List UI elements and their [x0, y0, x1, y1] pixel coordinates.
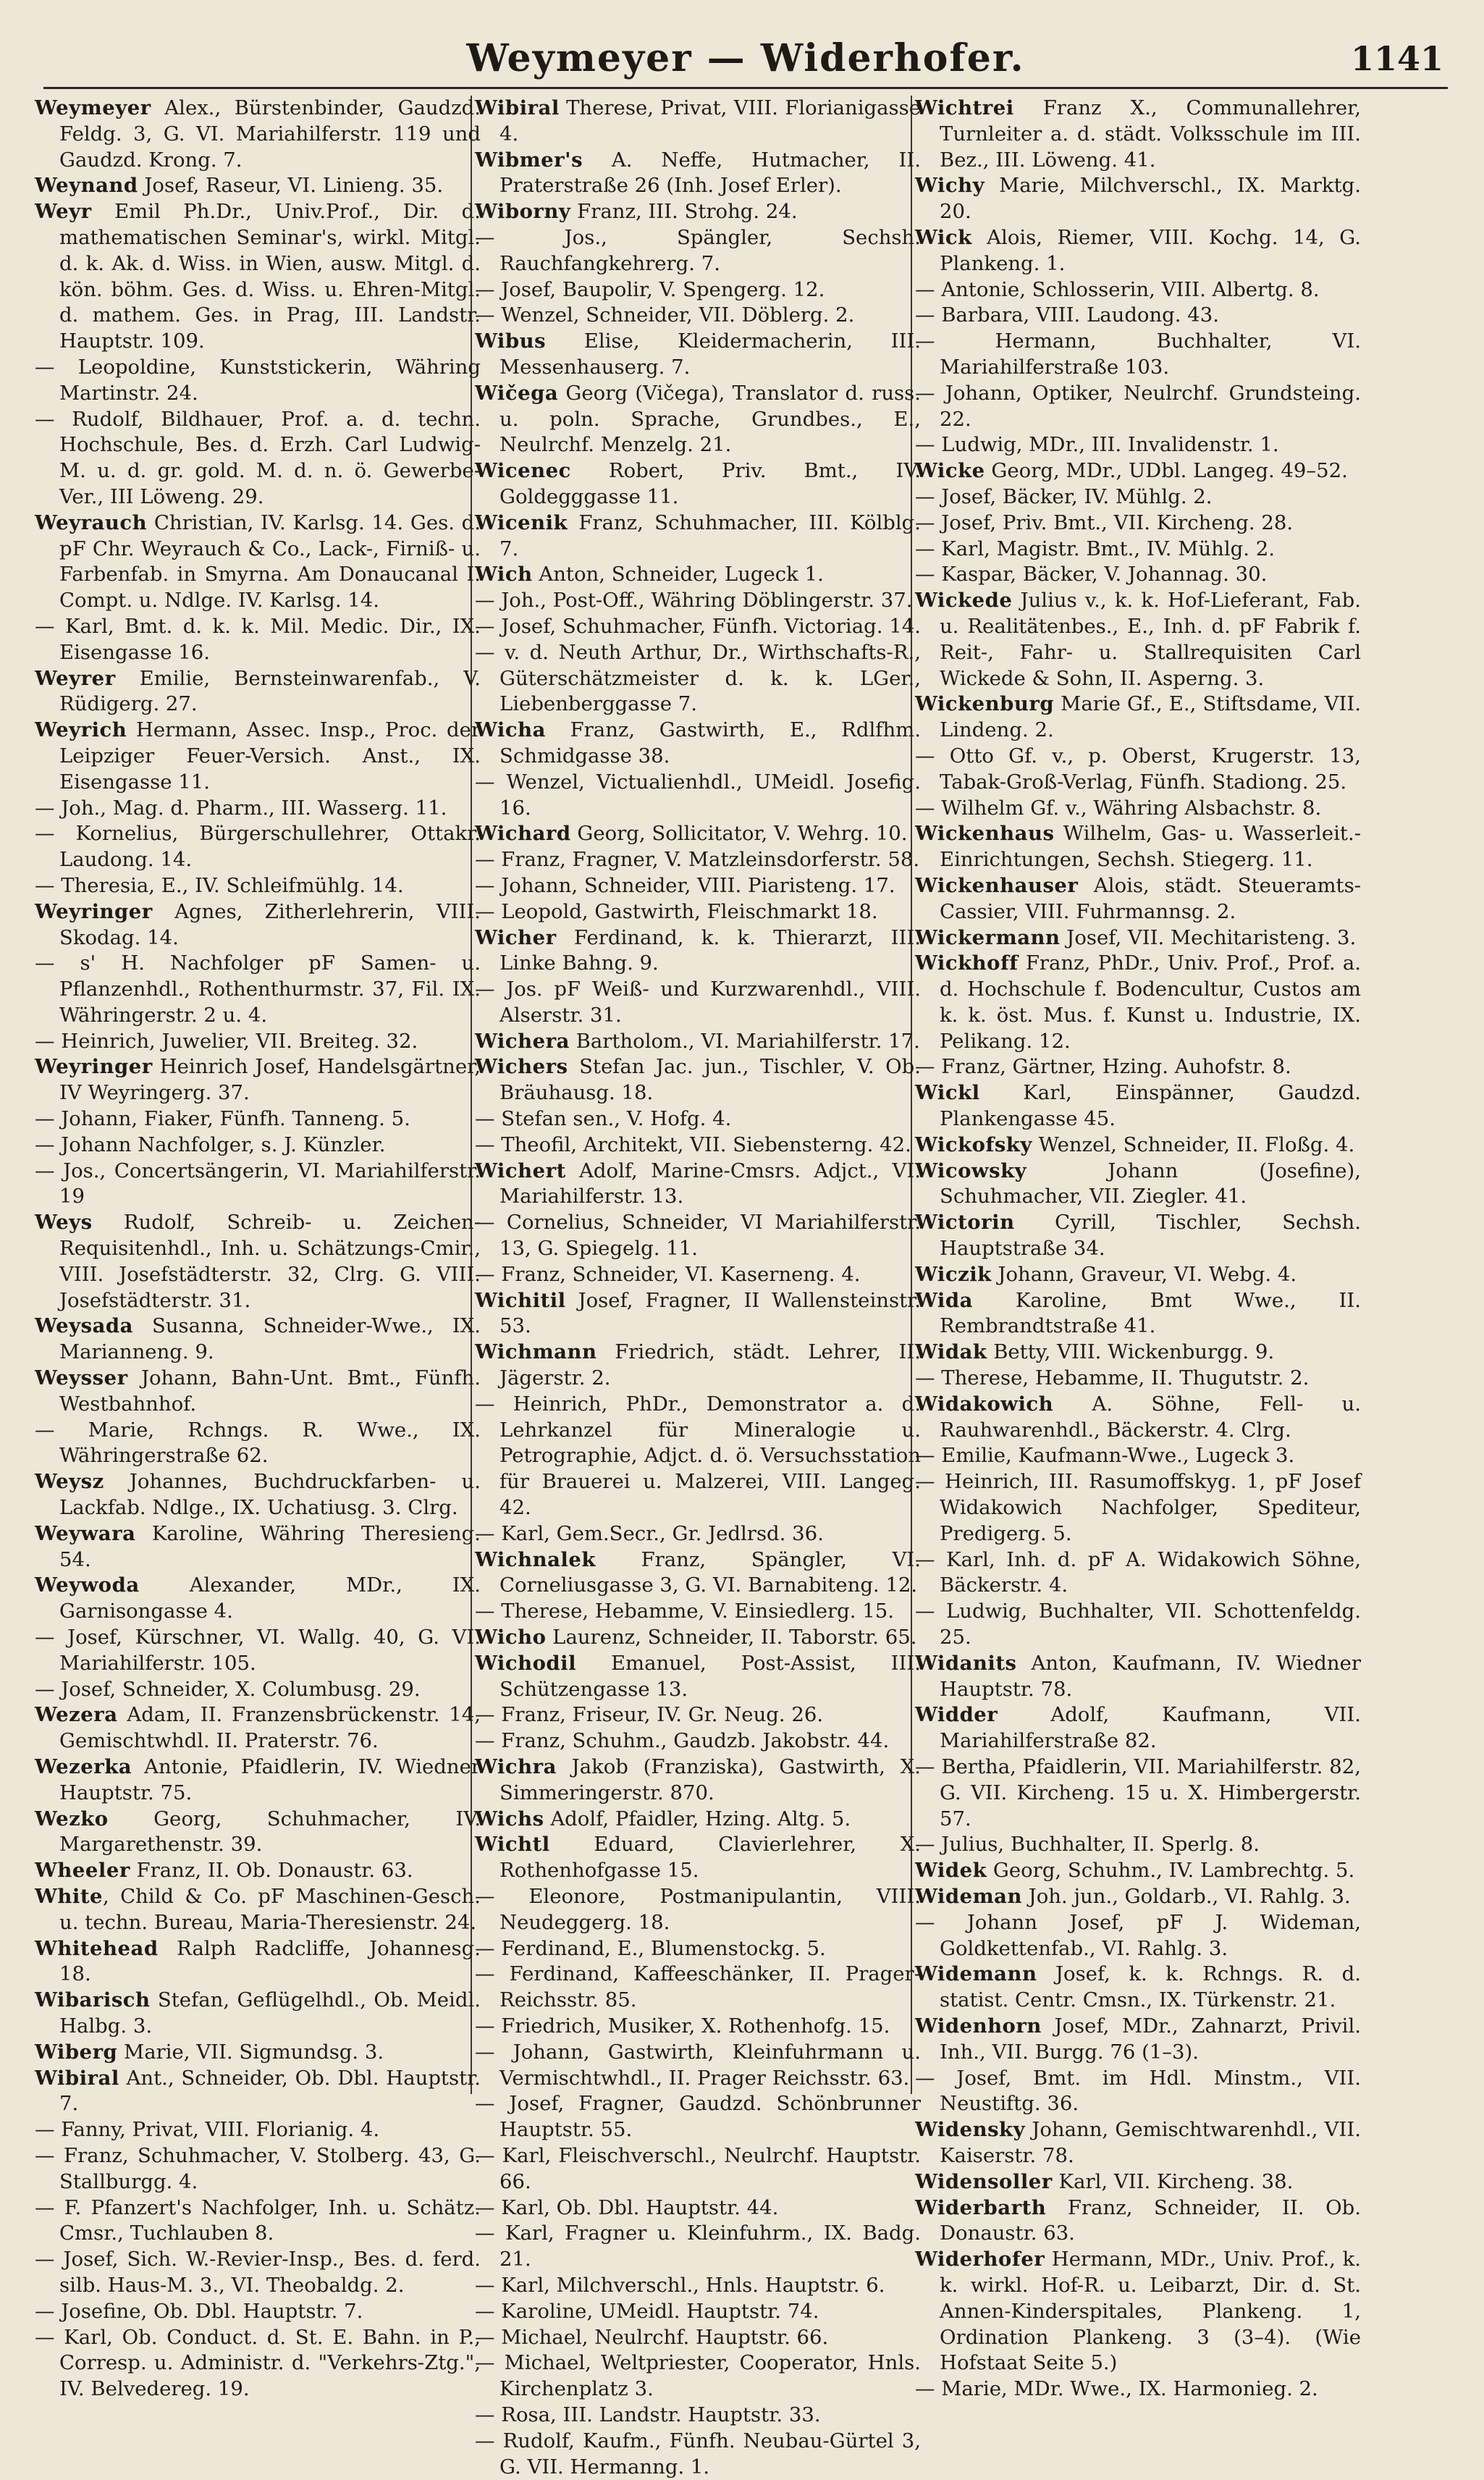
entry-surname: Wickede: [915, 589, 1013, 613]
directory-entry: — Josef, Schneider, X. Columbusg. 29.: [35, 1677, 421, 1701]
directory-entry: — Wenzel, Victualienhdl., UMeidl. Josefig. 16.: [475, 770, 921, 820]
directory-entry: Wichodil Emanuel, Post-Assist, III. Schützengasse 13.: [475, 1651, 921, 1701]
directory-entry: Weynand Josef, Raseur, VI. Linieng. 35.: [35, 174, 444, 198]
entry-surname: Wicha: [475, 718, 546, 742]
directory-entry: Widanits Anton, Kaufmann, IV. Wiedner Hauptstr. 78.: [915, 1651, 1361, 1701]
directory-entry: Wheeler Franz, II. Ob. Donaustr. 63.: [35, 1859, 413, 1883]
directory-entry: — Karl, Milchverschl., Hnls. Hauptstr. 6.: [475, 2273, 885, 2297]
directory-entry: Weys Rudolf, Schreib- u. Zeichen-Requisitenhdl., Inh. u. Schätzungs-Cmir., VIII. Josefstädterstr. 32, Clrg. G. VIII. Josefstädterstr. 31.: [35, 1211, 481, 1312]
directory-entry: Wezko Georg, Schuhmacher, IV. Margarethenstr. 39.: [35, 1807, 481, 1857]
directory-entry: — Johann Nachfolger, s. J. Künzler.: [35, 1132, 386, 1156]
directory-entry: Wichers Stefan Jac. jun., Tischler, V. Ob. Bräuhausg. 18.: [475, 1055, 921, 1105]
directory-entry: Widensky Johann, Gemischtwarenhdl., VII. Kaiserstr. 78.: [915, 2118, 1361, 2167]
directory-entry: — Johann, Gastwirth, Kleinfuhrmann u. Vermischtwhdl., II. Prager Reichsstr. 63.: [475, 2040, 921, 2090]
directory-entry: — Ludwig, Buchhalter, VII. Schottenfeldg. 25.: [915, 1600, 1361, 1649]
entry-surname: Wideman: [915, 1884, 1022, 1908]
directory-entry: Wideman Joh. jun., Goldarb., VI. Rahlg. 3.: [915, 1884, 1351, 1908]
directory-entry: Widenhorn Josef, MDr., Zahnarzt, Privil. Inh., VII. Burgg. 76 (1–3).: [915, 2014, 1361, 2064]
directory-entry: — Josefine, Ob. Dbl. Hauptstr. 7.: [35, 2299, 363, 2323]
entry-surname: Wibarisch: [35, 1988, 151, 2012]
directory-entry: — Johann, Schneider, VIII. Piaristeng. 17.: [475, 873, 895, 897]
entry-surname: Wichert: [475, 1159, 566, 1182]
directory-entry: — Rosa, III. Landstr. Hauptstr. 33.: [475, 2403, 821, 2426]
entry-surname: Weysser: [35, 1366, 128, 1390]
entry-surname: Wibiral: [35, 2066, 119, 2090]
entry-surname: Wiczik: [915, 1262, 992, 1286]
entry-surname: Weyringer: [35, 1055, 153, 1079]
directory-entry: — Heinrich, PhDr., Demonstrator a. d. Lehrkanzel für Mineralogie u. Petrographie, Adjct. d. ö. Versuchsstation für Brauerei u. Malzerei, VIII. Langeg. 42.: [475, 1392, 921, 1520]
directory-entry: — Marie, MDr. Wwe., IX. Harmonieg. 2.: [915, 2377, 1318, 2401]
directory-entry: — Josef, Sich. W.-Revier-Insp., Bes. d. ferd. silb. Haus-M. 3., VI. Theobaldg. 2.: [35, 2248, 481, 2297]
directory-entry: Wickenhaus Wilhelm, Gas- u. Wasserleit.-Einrichtungen, Sechsh. Stiegerg. 11.: [915, 822, 1361, 872]
directory-entry: White, Child & Co. pF Maschinen-Gesch. u. techn. Bureau, Maria-Theresienstr. 24.: [35, 1884, 481, 1934]
directory-entry: — Ludwig, MDr., III. Invalidenstr. 1.: [915, 433, 1279, 457]
directory-entry: — Johann Josef, pF J. Wideman, Goldkettenfab., VI. Rahlg. 3.: [915, 1910, 1361, 1960]
directory-entry: Wibiral Therese, Privat, VIII. Florianigasse 4.: [475, 96, 921, 146]
column-3: [915, 96, 1361, 2401]
entry-surname: Wicenik: [475, 510, 568, 534]
directory-entry: Weywoda Alexander, MDr., IX. Garnisongasse 4.: [35, 1573, 481, 1623]
entry-surname: Wich: [475, 563, 533, 587]
entry-surname: Wiberg: [35, 2040, 118, 2064]
directory-entry: Wicke Georg, MDr., UDbl. Langeg. 49–52.: [915, 459, 1348, 483]
directory-entry: Wichra Jakob (Franziska), Gastwirth, X. Simmeringerstr. 870.: [475, 1755, 921, 1804]
directory-entry: Wezerka Antonie, Pfaidlerin, IV. Wiedner Hauptstr. 75.: [35, 1755, 481, 1804]
directory-entry: — Joh., Post-Off., Währing Döblingerstr. 37.: [475, 589, 913, 613]
directory-entry: — Kaspar, Bäcker, V. Johannag. 30.: [915, 563, 1268, 587]
directory-entry: — F. Pfanzert's Nachfolger, Inh. u. Schätz. Cmsr., Tuchlauben 8.: [35, 2195, 481, 2245]
directory-entry: Wicenec Robert, Priv. Bmt., IV. Goldegggasse 11.: [475, 459, 921, 508]
directory-entry: Wicenik Franz, Schuhmacher, III. Kölblg. 7.: [475, 510, 921, 560]
directory-entry: Wiczik Johann, Graveur, VI. Webg. 4.: [915, 1262, 1297, 1286]
directory-entry: — Cornelius, Schneider, VI Mariahilferstr. 13, G. Spiegelg. 11.: [475, 1211, 921, 1261]
entry-surname: Widakowich: [915, 1392, 1054, 1416]
directory-entry: — Franz, Schuhmacher, V. Stolberg. 43, G. Stallburgg. 4.: [35, 2143, 481, 2193]
directory-entry: Wičega Georg (Vičega), Translator d. russ. u. poln. Sprache, Grundbes., E., Neulrchf. Menzelg. 21.: [475, 381, 921, 457]
directory-entry: Wicowsky Johann (Josefine), Schuhmacher, VII. Ziegler. 41.: [915, 1159, 1361, 1209]
directory-entry: Weyringer Heinrich Josef, Handelsgärtner, IV Weyringerg. 37.: [35, 1055, 481, 1105]
directory-entry: Wickenburg Marie Gf., E., Stiftsdame, VII. Lindeng. 2.: [915, 692, 1361, 742]
entry-surname: Wick: [915, 225, 972, 249]
column-1: [35, 96, 481, 2401]
entry-surname: Weys: [35, 1211, 93, 1235]
entry-surname: Wida: [915, 1288, 973, 1312]
directory-entry: Widemann Josef, k. k. Rchngs. R. d. statist. Centr. Cmsn., IX. Türkenstr. 21.: [915, 1962, 1361, 2012]
directory-entry: Widek Georg, Schuhm., IV. Lambrechtg. 5.: [915, 1859, 1355, 1883]
directory-entry: Wickede Julius v., k. k. Hof-Lieferant, Fab. u. Realitätenbes., E., Inh. d. pF Fabrik f. Reit-, Fahr- u. Stallrequisiten Carl Wickede & Sohn, II. Asperng. 3.: [915, 589, 1361, 690]
entry-surname: Widek: [915, 1859, 987, 1883]
directory-entry: Wida Karoline, Bmt Wwe., II. Rembrandtstraße 41.: [915, 1288, 1361, 1338]
directory-entry: Weyrich Hermann, Assec. Insp., Proc. der Leipziger Feuer-Versich. Anst., IX. Eisengasse 11.: [35, 718, 481, 794]
directory-entry: — Leopold, Gastwirth, Fleischmarkt 18.: [475, 899, 878, 923]
directory-entry: Widder Adolf, Kaufmann, VII. Mariahilferstraße 82.: [915, 1703, 1361, 1753]
page-title: Weymeyer — Widerhofer.: [466, 36, 1025, 80]
entry-surname: Wickenhaus: [915, 822, 1055, 846]
entry-surname: Widerhofer: [915, 2248, 1045, 2271]
directory-entry: — Johann, Optiker, Neulrchf. Grundsteing. 22.: [915, 381, 1361, 431]
directory-entry: — Rudolf, Kaufm., Fünfh. Neubau-Gürtel 3, G. VII. Hermanng. 1.: [475, 2429, 921, 2479]
directory-entry: Weysser Johann, Bahn-Unt. Bmt., Fünfh. Westbahnhof.: [35, 1366, 481, 1416]
page-header: [43, 29, 1448, 89]
entry-surname: Wibmer's: [475, 148, 583, 172]
directory-entry: — Rudolf, Bildhauer, Prof. a. d. techn. Hochschule, Bes. d. Erzh. Carl Ludwig-M. u. d. gr. gold. M. d. n. ö. Gewerbe-Ver., III Löweng. 29.: [35, 407, 481, 508]
directory-entry: — s' H. Nachfolger pF Samen- u. Pflanzenhdl., Rothenthurmstr. 37, Fil. IX. Währingerstr. 2 u. 4.: [35, 951, 481, 1027]
entry-surname: Wezerka: [35, 1755, 132, 1778]
directory-entry: Weyrauch Christian, IV. Karlsg. 14. Ges. d. pF Chr. Weyrauch & Co., Lack-, Firniß- u. Farbenfab. in Smyrna. Am Donaucanal I. Compt. u. Ndlge. IV. Karlsg. 14.: [35, 510, 481, 613]
directory-entry: Wichy Marie, Milchverschl., IX. Marktg. 20.: [915, 174, 1361, 224]
directory-entry: — Friedrich, Musiker, X. Rothenhofg. 15.: [475, 2014, 890, 2038]
directory-entry: — Franz, Fragner, V. Matzleinsdorferstr. 58.: [475, 848, 920, 872]
entry-surname: Wickhoff: [915, 951, 1019, 975]
directory-entry: Wichard Georg, Sollicitator, V. Wehrg. 10.: [475, 822, 908, 846]
directory-entry: Wiborny Franz, III. Strohg. 24.: [475, 200, 798, 224]
entry-surname: Weymeyer: [35, 96, 151, 119]
entry-surname: Wichmann: [475, 1340, 597, 1364]
directory-entry: Wich Anton, Schneider, Lugeck 1.: [475, 563, 824, 587]
entry-surname: Weywoda: [35, 1573, 140, 1597]
entry-surname: Wicher: [475, 925, 557, 949]
directory-entry: — Bertha, Pfaidlerin, VII. Mariahilferstr. 82, G. VII. Kircheng. 15 u. X. Himbergerstr. 57.: [915, 1755, 1361, 1830]
directory-entry: — Karl, Fleischverschl., Neulrchf. Hauptstr. 66.: [475, 2143, 921, 2193]
directory-entry: Wicha Franz, Gastwirth, E., Rdlfhm. Schmidgasse 38.: [475, 718, 921, 768]
entry-surname: Weysada: [35, 1314, 133, 1338]
entry-surname: Widemann: [915, 1962, 1037, 1986]
directory-entry: Wichtl Eduard, Clavierlehrer, X. Rothenhofgasse 15.: [475, 1833, 921, 1883]
directory-entry: — Karoline, UMeidl. Hauptstr. 74.: [475, 2299, 819, 2323]
entry-surname: White: [35, 1884, 104, 1908]
directory-entry: Wiberg Marie, VII. Sigmundsg. 3.: [35, 2040, 384, 2064]
directory-entry: — Karl, Inh. d. pF A. Widakowich Söhne, Bäckerstr. 4.: [915, 1547, 1361, 1597]
entry-surname: Wezera: [35, 1703, 118, 1727]
directory-entry: — Hermann, Buchhalter, VI. Mariahilferstraße 103.: [915, 329, 1361, 379]
entry-surname: Wichitil: [475, 1288, 566, 1312]
entry-surname: Widak: [915, 1340, 987, 1364]
entry-surname: Wheeler: [35, 1859, 130, 1883]
entry-surname: Wibus: [475, 329, 547, 353]
directory-entry: Widerhofer Hermann, MDr., Univ. Prof., k. k. wirkl. Hof-R. u. Leibarzt, Dir. d. St. Annen-Kinderspitales, Plankeng. 1, Ordination Plankeng. 3 (3–4). (Wie Hofstaat Seite 5.): [915, 2248, 1361, 2375]
column-2: [475, 96, 921, 2479]
directory-entry: — Wilhelm Gf. v., Währing Alsbachstr. 8.: [915, 796, 1322, 820]
directory-entry: Widensoller Karl, VII. Kircheng. 38.: [915, 2169, 1294, 2193]
directory-entry: Wichera Bartholom., VI. Mariahilferstr. 17.: [475, 1029, 920, 1053]
entry-surname: Wickenburg: [915, 692, 1055, 716]
directory-entry: — Karl, Fragner u. Kleinfuhrm., IX. Badg. 21.: [475, 2222, 921, 2271]
directory-entry: Wickenhauser Alois, städt. Steueramts-Cassier, VIII. Fuhrmannsg. 2.: [915, 873, 1361, 923]
entry-surname: Widanits: [915, 1651, 1017, 1675]
directory-entry: Wickhoff Franz, PhDr., Univ. Prof., Prof. a. d. Hochschule f. Bodencultur, Custos am k. k. öst. Mus. f. Kunst u. Industrie, IX. Pelikang. 12.: [915, 951, 1361, 1053]
directory-entry: Wickermann Josef, VII. Mechitaristeng. 3.: [915, 925, 1357, 949]
entry-surname: Wictorin: [915, 1211, 1015, 1235]
directory-entry: — Julius, Buchhalter, II. Sperlg. 8.: [915, 1833, 1260, 1857]
directory-entry: — Eleonore, Postmanipulantin, VIII. Neudeggerg. 18.: [475, 1884, 921, 1934]
entry-surname: Weyr: [35, 200, 92, 224]
directory-entry: — Leopoldine, Kunststickerin, Währing Martinstr. 24.: [35, 355, 481, 405]
entry-surname: Widenhorn: [915, 2014, 1042, 2038]
entry-surname: Wichera: [475, 1029, 570, 1053]
directory-entry: Widak Betty, VIII. Wickenburgg. 9.: [915, 1340, 1275, 1364]
entry-surname: Wicowsky: [915, 1159, 1027, 1182]
directory-entry: Wibarisch Stefan, Geflügelhdl., Ob. Meidl. Halbg. 3.: [35, 1988, 481, 2038]
directory-entry: Wibmer's A. Neffe, Hutmacher, II. Praterstraße 26 (Inh. Josef Erler).: [475, 148, 921, 198]
directory-entry: Widerbarth Franz, Schneider, II. Ob. Donaustr. 63.: [915, 2195, 1361, 2245]
directory-entry: Wichs Adolf, Pfaidler, Hzing. Altg. 5.: [475, 1807, 851, 1830]
directory-entry: — Otto Gf. v., p. Oberst, Krugerstr. 13, Tabak-Groß-Verlag, Fünfh. Stadiong. 25.: [915, 744, 1361, 794]
entry-surname: Wickl: [915, 1081, 980, 1105]
directory-entry: — Jos. pF Weiß- und Kurzwarenhdl., VIII. Alserstr. 31.: [475, 978, 921, 1027]
directory-entry: — Theofil, Architekt, VII. Siebensterng. 42.: [475, 1132, 911, 1156]
entry-surname: Wicenec: [475, 459, 571, 483]
directory-entry: — Wenzel, Schneider, VII. Döblerg. 2.: [475, 303, 855, 327]
directory-entry: — Franz, Schneider, VI. Kaserneng. 4.: [475, 1262, 861, 1286]
directory-entry: Widakowich A. Söhne, Fell- u. Rauhwarenhdl., Bäckerstr. 4. Clrg.: [915, 1392, 1361, 1442]
directory-entry: Weysada Susanna, Schneider-Wwe., IX. Marianneng. 9.: [35, 1314, 481, 1364]
directory-entry: — v. d. Neuth Arthur, Dr., Wirthschafts-R., Güterschätzmeister d. k. k. LGer., Liebenberggasse 7.: [475, 640, 921, 716]
directory-entry: — Josef, Schuhmacher, Fünfh. Victoriag. 14.: [475, 614, 921, 638]
directory-entry: — Michael, Neulrchf. Hauptstr. 66.: [475, 2325, 829, 2349]
directory-entry: — Franz, Friseur, IV. Gr. Neug. 26.: [475, 1703, 824, 1727]
entry-surname: Widensoller: [915, 2169, 1053, 2193]
entry-surname: Whitehead: [35, 1936, 159, 1960]
directory-entry: — Ferdinand, E., Blumenstockg. 5.: [475, 1936, 826, 1960]
entry-surname: Weyrich: [35, 718, 127, 742]
directory-entry: Wick Alois, Riemer, VIII. Kochg. 14, G. Plankeng. 1.: [915, 225, 1361, 275]
entry-surname: Weyrauch: [35, 510, 148, 534]
directory-entry: Weyrer Emilie, Bernsteinwarenfab., V. Rüdigerg. 27.: [35, 666, 481, 716]
directory-entry: — Ferdinand, Kaffeeschänker, II. Prager-Reichsstr. 85.: [475, 1962, 921, 2012]
directory-entry: — Karl, Magistr. Bmt., IV. Mühlg. 2.: [915, 537, 1275, 560]
directory-entry: — Josef, Bmt. im Hdl. Minstm., VII. Neustiftg. 36.: [915, 2066, 1361, 2116]
directory-entry: — Heinrich, Juwelier, VII. Breiteg. 32.: [35, 1029, 418, 1053]
entry-surname: Widensky: [915, 2118, 1026, 2142]
entry-surname: Wickenhauser: [915, 873, 1079, 897]
directory-entry: Weyr Emil Ph.Dr., Univ.Prof., Dir. d. mathematischen Seminar's, wirkl. Mitgl. d. k. Ak. d. Wiss. in Wien, ausw. Mitgl. d. kön. böhm. Ges. d. Wiss. u. Ehren-Mitgl. d. mathem. Ges. in Prag, III. Landstr. Hauptstr. 109.: [35, 200, 481, 353]
entry-surname: Wickofsky: [915, 1132, 1032, 1156]
directory-entry: Wickl Karl, Einspänner, Gaudzd. Plankengasse 45.: [915, 1081, 1361, 1131]
entry-surname: Wichs: [475, 1807, 544, 1830]
directory-entry: — Karl, Gem.Secr., Gr. Jedlrsd. 36.: [475, 1521, 824, 1545]
directory-entry: Wickofsky Wenzel, Schneider, II. Floßg. 4.: [915, 1132, 1355, 1156]
entry-surname: Wickermann: [915, 925, 1061, 949]
directory-entry: — Johann, Fiaker, Fünfh. Tanneng. 5.: [35, 1107, 410, 1131]
directory-entry: — Josef, Fragner, Gaudzd. Schönbrunner Hauptstr. 55.: [475, 2092, 921, 2142]
directory-entry: Wichert Adolf, Marine-Cmsrs. Adjct., VI. Mariahilferstr. 13.: [475, 1159, 921, 1209]
entry-surname: Wibiral: [475, 96, 560, 119]
entry-surname: Wichy: [915, 174, 985, 198]
directory-entry: — Barbara, VIII. Laudong. 43.: [915, 303, 1220, 327]
entry-surname: Wichnalek: [475, 1547, 596, 1571]
directory-entry: Wichtrei Franz X., Communallehrer, Turnleiter a. d. städt. Volksschule im III. Bez., III. Löweng. 41.: [915, 96, 1361, 172]
directory-entry: — Theresia, E., IV. Schleifmühlg. 14.: [35, 873, 404, 897]
directory-entry: — Stefan sen., V. Hofg. 4.: [475, 1107, 732, 1131]
directory-entry: — Therese, Hebamme, II. Thugutstr. 2.: [915, 1366, 1310, 1390]
entry-surname: Weywara: [35, 1521, 136, 1545]
entry-surname: Wichtrei: [915, 96, 1014, 119]
directory-entry: — Joh., Mag. d. Pharm., III. Wasserg. 11.: [35, 796, 447, 820]
entry-surname: Weyringer: [35, 899, 153, 923]
directory-entry: — Josef, Bäcker, IV. Mühlg. 2.: [915, 484, 1213, 508]
entry-surname: Wichers: [475, 1055, 568, 1079]
directory-entry: — Franz, Gärtner, Hzing. Auhofstr. 8.: [915, 1055, 1291, 1079]
entry-surname: Wezko: [35, 1807, 109, 1830]
directory-entry: — Josef, Baupolir, V. Spengerg. 12.: [475, 277, 825, 301]
directory-entry: Wezera Adam, II. Franzensbrückenstr. 14, Gemischtwhdl. II. Praterstr. 76.: [35, 1703, 481, 1753]
directory-entry: — Kornelius, Bürgerschullehrer, Ottakr. Laudong. 14.: [35, 822, 481, 872]
entry-surname: Weysz: [35, 1470, 104, 1494]
directory-entry: — Fanny, Privat, VIII. Florianig. 4.: [35, 2118, 380, 2142]
directory-entry: — Josef, Kürschner, VI. Wallg. 40, G. VI. Mariahilferstr. 105.: [35, 1626, 481, 1675]
entry-surname: Wicke: [915, 459, 985, 483]
directory-entry: Wichnalek Franz, Spängler, VI. Corneliusgasse 3, G. VI. Barnabiteng. 12.: [475, 1547, 921, 1597]
directory-entry: — Emilie, Kaufmann-Wwe., Lugeck 3.: [915, 1444, 1295, 1468]
directory-entry: Wictorin Cyrill, Tischler, Sechsh. Hauptstraße 34.: [915, 1211, 1361, 1261]
entry-surname: Wichard: [475, 822, 571, 846]
entry-surname: Wichtl: [475, 1833, 550, 1857]
directory-entry: — Heinrich, III. Rasumoffskyg. 1, pF Josef Widakowich Nachfolger, Spediteur, Predigerg. 5.: [915, 1470, 1361, 1545]
entry-surname: Weyrer: [35, 666, 116, 690]
directory-entry: — Therese, Hebamme, V. Einsiedlerg. 15.: [475, 1600, 894, 1623]
entry-surname: Wičega: [475, 381, 559, 405]
directory-entry: — Jos., Spängler, Sechsh. Rauchfangkehrerg. 7.: [475, 225, 921, 275]
entry-surname: Widerbarth: [915, 2195, 1047, 2219]
directory-entry: Weysz Johannes, Buchdruckfarben- u. Lackfab. Ndlge., IX. Uchatiusg. 3. Clrg.: [35, 1470, 481, 1520]
directory-entry: Wichmann Friedrich, städt. Lehrer, II. Jägerstr. 2.: [475, 1340, 921, 1390]
directory-entry: Wicher Ferdinand, k. k. Thierarzt, III. Linke Bahng. 9.: [475, 925, 921, 975]
page-number: 1141: [1350, 39, 1443, 78]
directory-entry: Weymeyer Alex., Bürstenbinder, Gaudzd. Feldg. 3, G. VI. Mariahilferstr. 119 und Gaudzd. Krong. 7.: [35, 96, 481, 172]
directory-entry: — Karl, Ob. Dbl. Hauptstr. 44.: [475, 2195, 779, 2219]
directory-entry: Weywara Karoline, Währing Theresieng. 54.: [35, 1521, 481, 1571]
directory-entry: Whitehead Ralph Radcliffe, Johannesg. 18.: [35, 1936, 481, 1986]
directory-entry: — Karl, Ob. Conduct. d. St. E. Bahn. in P., Corresp. u. Administr. d. "Verkehrs-Ztg.", IV. Belvedereg. 19.: [35, 2325, 481, 2401]
entry-surname: Weynand: [35, 174, 138, 198]
directory-entry: Wibus Elise, Kleidermacherin, III. Messenhauserg. 7.: [475, 329, 921, 379]
directory-entry: — Marie, Rchngs. R. Wwe., IX. Währingerstraße 62.: [35, 1418, 481, 1468]
directory-entry: — Franz, Schuhm., Gaudzb. Jakobstr. 44.: [475, 1729, 890, 1753]
directory-entry: — Karl, Bmt. d. k. k. Mil. Medic. Dir., IX. Eisengasse 16.: [35, 614, 481, 664]
directory-entry: Wibiral Ant., Schneider, Ob. Dbl. Hauptstr. 7.: [35, 2066, 481, 2116]
entry-surname: Wicho: [475, 1626, 547, 1649]
directory-entry: Weyringer Agnes, Zitherlehrerin, VIII. Skodag. 14.: [35, 899, 481, 949]
directory-entry: — Josef, Priv. Bmt., VII. Kircheng. 28.: [915, 510, 1294, 534]
directory-entry: Wichitil Josef, Fragner, II Wallensteinstr. 53.: [475, 1288, 921, 1338]
directory-entry: — Jos., Concertsängerin, VI. Mariahilferstr. 19: [35, 1159, 481, 1209]
entry-surname: Wichra: [475, 1755, 557, 1778]
entry-surname: Wichodil: [475, 1651, 577, 1675]
entry-surname: Widder: [915, 1703, 998, 1727]
directory-entry: Wicho Laurenz, Schneider, II. Taborstr. 65.: [475, 1626, 917, 1649]
directory-entry: — Antonie, Schlosserin, VIII. Albertg. 8.: [915, 277, 1320, 301]
entry-surname: Wiborny: [475, 200, 571, 224]
directory-entry: — Michael, Weltpriester, Cooperator, Hnls. Kirchenplatz 3.: [475, 2351, 921, 2401]
